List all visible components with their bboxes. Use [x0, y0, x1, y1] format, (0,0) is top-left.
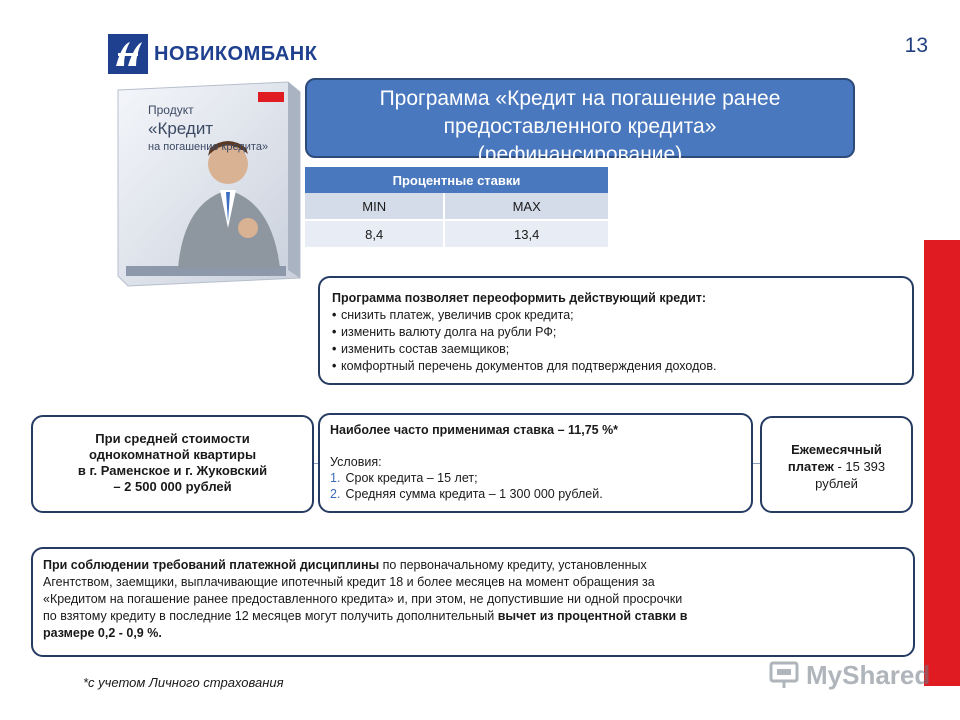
payment-discipline-box	[31, 547, 915, 657]
discipline-line-3: «Кредитом на погашение ранее предоставленного кредита» и, при этом, не допустившие ни одной просрочки	[43, 592, 683, 606]
presentation-icon	[768, 659, 800, 691]
rates-value-min: 8,4	[305, 220, 444, 247]
title-line-1: Программа «Кредит на погашение ранее	[379, 87, 781, 110]
discipline-line-4: по взятому кредиту в последние 12 месяцев могут получить дополнительный	[43, 609, 498, 623]
discipline-line-2: Агентством, заемщики, выплачивающие ипотечный кредит 18 и более месяцев на момент обращения за	[43, 575, 655, 589]
condition-number: 1.	[330, 471, 341, 485]
red-side-bar	[924, 240, 960, 686]
rates-value-max: 13,4	[444, 220, 608, 247]
condition-number: 2.	[330, 487, 341, 501]
program-item: • изменить состав заемщиков;	[332, 341, 900, 358]
program-heading: Программа позволяет переоформить действующий кредит:	[332, 291, 707, 305]
conditions-list	[330, 470, 741, 502]
apartment-cost-box	[31, 415, 314, 513]
payment-label-2: платеж	[787, 459, 834, 474]
page-number: 13	[904, 34, 928, 57]
product-box-image	[108, 78, 308, 288]
discipline-text-1: по первоначальному кредиту, установленных	[379, 558, 647, 572]
apartment-line-4: – 2 500 000 рублей	[113, 479, 232, 494]
bank-logo	[108, 34, 318, 74]
title-line-2: предоставленного кредита»	[443, 115, 717, 138]
payment-value: - 15 393	[833, 459, 886, 474]
rates-table-header: Процентные ставки	[305, 167, 608, 193]
discipline-line-4-bold: вычет из процентной ставки в	[497, 609, 688, 623]
condition-item	[330, 486, 741, 502]
rates-table	[305, 167, 608, 247]
watermark	[768, 656, 930, 694]
product-box-line3: на погашение кредита»	[148, 141, 269, 153]
rates-col-max: MAX	[444, 193, 608, 220]
typical-rate-heading: Наиболее часто применимая ставка – 11,75 %*	[330, 423, 619, 437]
bank-name: НОВИКОМБАНК	[154, 42, 318, 65]
condition-item	[330, 470, 741, 486]
program-item: • изменить валюту долга на рубли РФ;	[332, 324, 900, 341]
title-box	[305, 78, 855, 166]
conditions-label: Условия:	[330, 455, 382, 469]
rates-col-min: MIN	[305, 193, 444, 220]
footnote: *с учетом Личного страхования	[83, 675, 284, 690]
connector-line	[753, 463, 760, 464]
typical-rate-box	[318, 413, 753, 513]
apartment-line-3: в г. Раменское и г. Жуковский	[77, 463, 268, 478]
apartment-line-2: однокомнатной квартиры	[88, 447, 257, 462]
watermark-text: MyShared	[806, 659, 931, 690]
condition-text: Срок кредита – 15 лет;	[345, 471, 478, 485]
discipline-line-5-bold: размере 0,2 - 0,9 %.	[43, 626, 162, 640]
product-box-line2: «Кредит	[148, 119, 214, 138]
discipline-bold-start: При соблюдении требований платежной дисциплины	[43, 558, 380, 572]
program-list	[332, 307, 900, 375]
condition-text: Средняя сумма кредита – 1 300 000 рублей.	[345, 487, 603, 501]
payment-unit: рублей	[815, 476, 858, 491]
program-features-box	[318, 276, 914, 385]
program-item: • снизить платеж, увеличив срок кредита;	[332, 307, 900, 324]
title-line-3: (рефинансирование)	[477, 143, 683, 166]
apartment-line-1: При средней стоимости	[95, 431, 250, 446]
monthly-payment-box	[760, 416, 913, 513]
bank-logo-icon	[108, 34, 148, 74]
program-item: • комфортный перечень документов для подтверждения доходов.	[332, 358, 900, 375]
payment-label: Ежемесячный	[791, 442, 882, 457]
product-box-line1: Продукт	[148, 103, 194, 117]
